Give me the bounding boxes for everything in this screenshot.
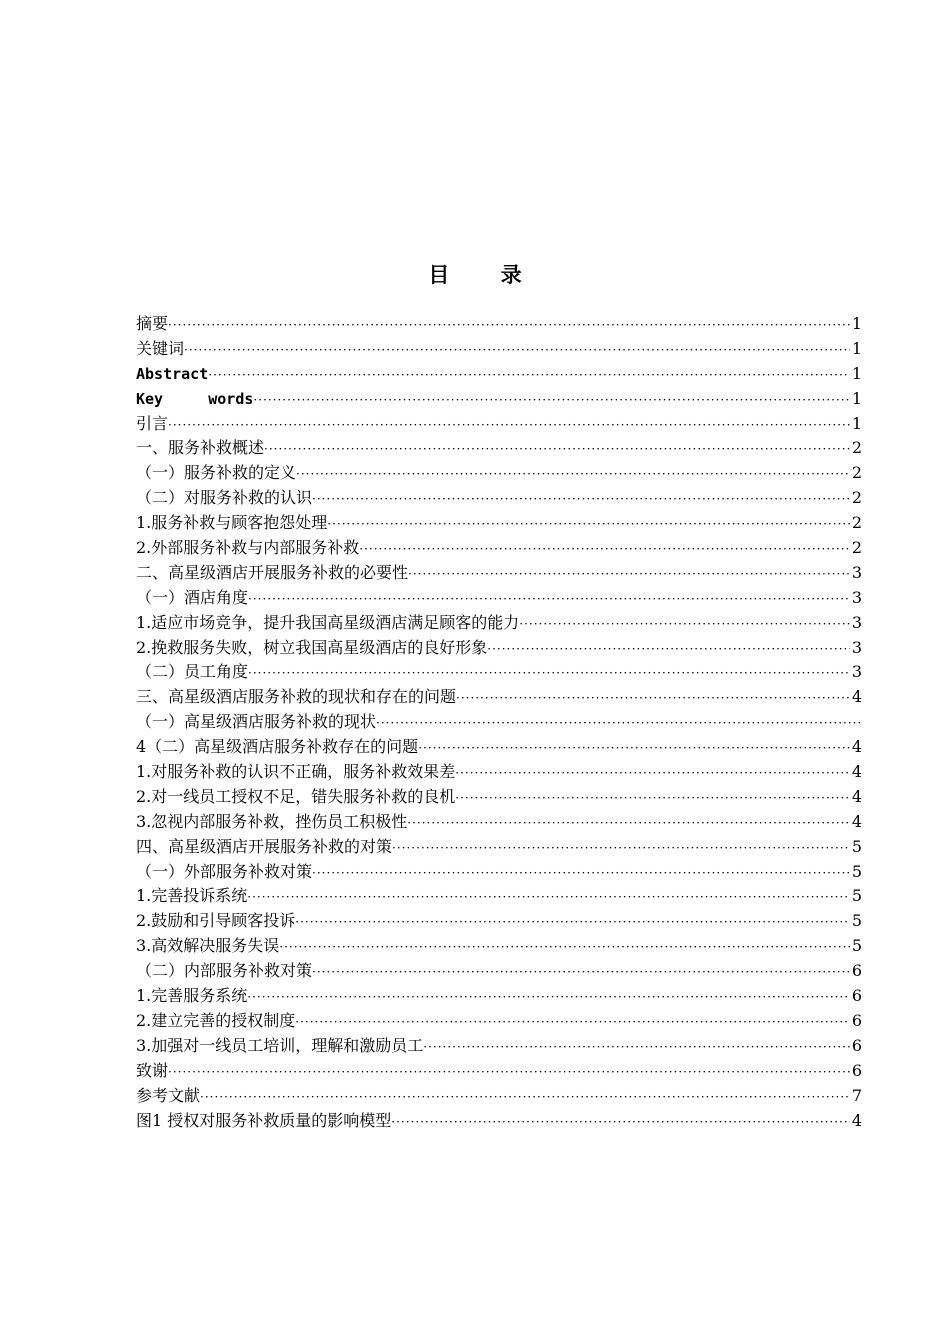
toc-entry-label: 二、高星级酒店开展服务补救的必要性 xyxy=(136,562,409,582)
toc-dot-leader xyxy=(487,637,850,661)
toc-dot-leader xyxy=(168,1060,850,1084)
toc-entry-page-number: 6 xyxy=(851,986,862,1006)
toc-dot-leader xyxy=(253,388,849,412)
toc-entry-page-number: 5 xyxy=(851,861,862,881)
toc-entry[interactable] xyxy=(136,760,862,785)
toc-entry-label: （一）服务补救的定义 xyxy=(136,463,297,483)
toc-entry-page-number: 6 xyxy=(851,961,862,981)
toc-entry-page-number: 2 xyxy=(851,513,862,533)
toc-entry[interactable] xyxy=(136,586,862,611)
toc-entry-page-number: 1 xyxy=(851,314,862,333)
toc-entry-label: 1.服务补救与顾客抱怨处理 xyxy=(136,513,328,533)
toc-dot-leader xyxy=(327,512,850,536)
toc-entry-label: 关键词 xyxy=(136,338,185,358)
toc-entry-label: 参考文献 xyxy=(136,1085,201,1105)
toc-entry-label: 摘要 xyxy=(136,314,169,333)
toc-dot-leader xyxy=(312,487,850,511)
toc-entry-page-number: 6 xyxy=(851,1010,862,1030)
toc-entry-label: 1.完善服务系统 xyxy=(136,986,248,1006)
toc-entry-label: （一）酒店角度 xyxy=(136,587,249,607)
toc-dot-leader xyxy=(455,786,850,810)
toc-dot-leader xyxy=(295,910,850,934)
toc-dot-leader xyxy=(407,811,850,835)
toc-entry[interactable] xyxy=(136,312,862,337)
toc-entry-label: （一）外部服务补救对策 xyxy=(136,861,313,881)
toc-entry-label: （二）对服务补救的认识 xyxy=(136,488,313,508)
toc-entry-page-number: 3 xyxy=(851,637,862,657)
toc-dot-leader xyxy=(247,885,850,909)
toc-entry-page-number: 1 xyxy=(851,363,862,383)
toc-entry[interactable] xyxy=(136,511,862,536)
toc-dot-leader xyxy=(519,612,850,636)
toc-dot-leader xyxy=(455,761,850,785)
toc-dot-leader xyxy=(312,960,850,984)
toc-entry-page-number: 1 xyxy=(851,388,862,408)
toc-entry-label: 致谢 xyxy=(136,1060,169,1080)
toc-dot-leader xyxy=(359,537,850,561)
toc-dot-leader xyxy=(392,836,850,860)
toc-entry-page-number: 5 xyxy=(851,936,862,956)
toc-entry-label: 三、高星级酒店服务补救的现状和存在的问题 xyxy=(136,687,457,707)
toc-dot-leader xyxy=(312,861,850,885)
toc-entry-page-number: 2 xyxy=(851,488,862,508)
toc-entry-label: 3.忽视内部服务补救，挫伤员工积极性 xyxy=(136,811,408,831)
toc-entry-label: 1.完善投诉系统 xyxy=(136,886,248,906)
toc-dot-leader xyxy=(295,1010,850,1034)
toc-entry[interactable] xyxy=(136,959,862,984)
toc-entry[interactable] xyxy=(136,337,862,362)
toc-dot-leader xyxy=(247,985,850,1009)
toc-entry-page-number: 3 xyxy=(851,612,862,632)
toc-entry-page-number: 3 xyxy=(851,587,862,607)
toc-dot-leader xyxy=(200,1085,850,1109)
toc-entry-label: 3.高效解决服务失误 xyxy=(136,936,280,956)
toc-entry[interactable] xyxy=(136,536,862,561)
toc-entry[interactable] xyxy=(136,1059,862,1084)
toc-dot-leader xyxy=(168,413,850,437)
toc-entry-label: 一、服务补救概述 xyxy=(136,438,265,458)
toc-dot-leader xyxy=(168,313,850,337)
toc-entry[interactable] xyxy=(136,412,862,437)
toc-dot-leader xyxy=(391,1110,850,1134)
toc-entry-page-number: 5 xyxy=(851,836,862,856)
toc-entry[interactable] xyxy=(136,1109,862,1134)
toc-entry-page-number: 2 xyxy=(851,438,862,458)
toc-entry-page-number: 4 xyxy=(851,1110,862,1130)
toc-dot-leader xyxy=(376,711,860,735)
toc-entry[interactable] xyxy=(136,860,862,885)
toc-dot-leader xyxy=(248,587,850,611)
toc-entry-label: 2.挽救服务失败，树立我国高星级酒店的良好形象 xyxy=(136,637,488,657)
toc-dot-leader xyxy=(423,1035,850,1059)
toc-dot-leader xyxy=(264,437,850,461)
toc-entry[interactable] xyxy=(136,710,862,735)
toc-entry[interactable] xyxy=(136,909,862,934)
toc-dot-leader xyxy=(418,736,850,760)
toc-entry[interactable] xyxy=(136,1009,862,1034)
toc-entry-label: 3.加强对一线员工培训，理解和激励员工 xyxy=(136,1035,424,1055)
toc-entry[interactable] xyxy=(136,984,862,1009)
toc-entry[interactable] xyxy=(136,362,862,387)
toc-entry-label: 2.建立完善的授权制度 xyxy=(136,1010,296,1030)
toc-entry[interactable] xyxy=(136,561,862,586)
toc-entry-page-number: 5 xyxy=(851,886,862,906)
toc-entry[interactable] xyxy=(136,934,862,959)
toc-entry[interactable] xyxy=(136,611,862,636)
toc-entry[interactable] xyxy=(136,660,862,685)
toc-entry[interactable] xyxy=(136,1084,862,1109)
toc-entry-page-number: 2 xyxy=(851,538,862,558)
toc-entry[interactable] xyxy=(136,785,862,810)
toc-entry[interactable] xyxy=(136,735,862,760)
toc-entry-page-number: 1 xyxy=(851,413,862,433)
toc-entry[interactable] xyxy=(136,884,862,909)
toc-entry-label: （二）内部服务补救对策 xyxy=(136,961,313,981)
toc-title: 目 录 xyxy=(428,262,544,287)
toc-entry-label: 2.鼓励和引导顾客投诉 xyxy=(136,911,296,931)
toc-entry-page-number: 3 xyxy=(851,562,862,582)
toc-entry[interactable] xyxy=(136,387,862,412)
toc-entry-label: 1.适应市场竞争，提升我国高星级酒店满足顾客的能力 xyxy=(136,612,520,632)
table-of-contents xyxy=(136,312,862,1133)
toc-entry[interactable] xyxy=(136,436,862,461)
toc-entry-page-number: 7 xyxy=(851,1085,862,1105)
toc-entry-page-number: 5 xyxy=(851,911,862,931)
toc-entry-label: 4（二）高星级酒店服务补救存在的问题 xyxy=(136,737,419,757)
toc-entry-page-number: 1 xyxy=(851,338,862,358)
toc-entry-label: 1.对服务补救的认识不正确，服务补救效果差 xyxy=(136,762,456,782)
toc-entry-page-number: 4 xyxy=(851,762,862,782)
toc-entry-page-number: 4 xyxy=(851,811,862,831)
toc-entry[interactable] xyxy=(136,461,862,486)
toc-entry-label: Key words xyxy=(136,389,254,408)
toc-entry-label: 图1 授权对服务补救质量的影响模型 xyxy=(136,1110,392,1130)
toc-entry-page-number: 6 xyxy=(851,1060,862,1080)
toc-dot-leader xyxy=(208,363,850,387)
toc-entry[interactable] xyxy=(136,1034,862,1059)
toc-entry-label: Abstract xyxy=(136,364,209,383)
toc-dot-leader xyxy=(456,686,850,710)
toc-dot-leader xyxy=(279,935,850,959)
toc-entry[interactable] xyxy=(136,810,862,835)
toc-entry[interactable] xyxy=(136,486,862,511)
toc-entry[interactable] xyxy=(136,685,862,710)
toc-entry-label: （二）员工角度 xyxy=(136,662,249,682)
toc-dot-leader xyxy=(248,661,850,685)
toc-entry-page-number: 4 xyxy=(851,786,862,806)
toc-entry-page-number: 3 xyxy=(851,662,862,682)
toc-entry[interactable] xyxy=(136,835,862,860)
toc-entry-page-number: 2 xyxy=(851,463,862,483)
toc-entry-page-number: 4 xyxy=(851,687,862,707)
toc-dot-leader xyxy=(296,462,850,486)
toc-entry-label: 2.对一线员工授权不足，错失服务补救的良机 xyxy=(136,786,456,806)
toc-entry-label: 2.外部服务补救与内部服务补救 xyxy=(136,538,360,558)
toc-entry-page-number: 6 xyxy=(851,1035,862,1055)
toc-entry-label: （一）高星级酒店服务补救的现状 xyxy=(136,712,377,732)
toc-entry-page-number: 4 xyxy=(851,737,862,757)
toc-dot-leader xyxy=(408,562,850,586)
toc-entry[interactable] xyxy=(136,636,862,661)
toc-entry-label: 四、高星级酒店开展服务补救的对策 xyxy=(136,836,393,856)
toc-dot-leader xyxy=(184,338,850,362)
toc-entry-label: 引言 xyxy=(136,413,169,433)
